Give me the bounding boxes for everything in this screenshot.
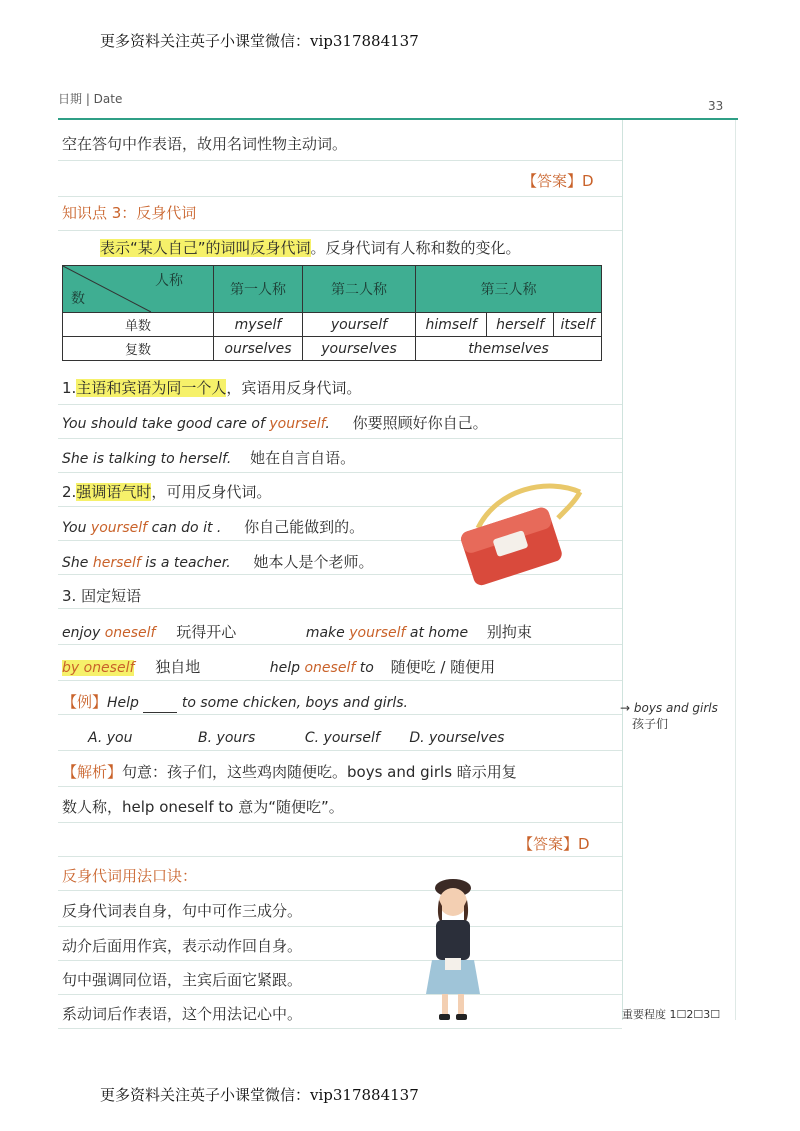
- table-cell: herself: [487, 313, 554, 337]
- phrase-zh: 独自地: [155, 658, 201, 676]
- phrase-row-1: [62, 622, 532, 643]
- table-cell: yourself: [303, 313, 416, 337]
- phrase-keyword: yourself: [349, 625, 406, 641]
- rule-1: [62, 378, 361, 398]
- ruled-line: [58, 680, 622, 681]
- row-label: 单数: [63, 313, 214, 337]
- table-corner: [63, 266, 214, 313]
- example-zh: 你要照顾好你自己。: [352, 414, 488, 432]
- page-number: 33: [708, 99, 724, 113]
- table-cell: myself: [214, 313, 303, 337]
- phrase-en: enjoy: [62, 625, 105, 641]
- option-b: B. yours: [198, 730, 256, 746]
- example-en: can do it .: [147, 520, 222, 536]
- example-zh: 她在自言自语。: [250, 449, 356, 467]
- side-note: [620, 700, 718, 732]
- answer-label: 【答案】D: [518, 835, 590, 853]
- table-cell: himself: [416, 313, 487, 337]
- analysis-line-1: [62, 762, 517, 782]
- phrase-en: at home: [405, 625, 469, 641]
- question-en: Help: [107, 695, 144, 711]
- phrase-en: make: [305, 625, 350, 641]
- example-keyword: herself: [92, 555, 141, 571]
- analysis-line-2: 数人称，help oneself to 意为“随便吃”。: [62, 798, 344, 816]
- watermark-top: 更多资料关注英子小课堂微信：vip317884137: [100, 32, 419, 50]
- knowledge-point-title: 知识点 3：反身代词: [62, 204, 197, 222]
- ruled-line: [58, 438, 622, 439]
- ruled-line: [58, 822, 622, 823]
- rule-highlight: 强调语气时: [76, 483, 152, 501]
- rule-3: 3. 固定短语: [62, 587, 142, 605]
- option-a: A. you: [88, 730, 133, 746]
- phrase-keyword: oneself: [104, 625, 156, 641]
- watermark-bottom: 更多资料关注英子小课堂微信：vip317884137: [100, 1086, 419, 1104]
- header-second-person: 第二人称: [303, 266, 416, 313]
- ruled-line: [58, 472, 622, 473]
- table-cell: itself: [554, 313, 602, 337]
- phrase-en: to: [355, 660, 374, 676]
- rule-rest: ，可用反身代词。: [151, 483, 272, 501]
- ruled-line: [58, 404, 622, 405]
- text-line: 空在答句中作表语，故用名词性物主动词。: [62, 135, 348, 153]
- table-cell: themselves: [416, 337, 602, 361]
- rule-2: [62, 482, 271, 502]
- table-row: [63, 313, 602, 337]
- rule-rest: ，宾语用反身代词。: [226, 379, 362, 397]
- rule-highlight: 主语和宾语为同一个人: [76, 379, 227, 397]
- top-rule: [58, 118, 738, 120]
- ruled-line: [58, 994, 622, 995]
- phrase-en: help: [269, 660, 305, 676]
- option-d: D. yourselves: [409, 730, 505, 746]
- analysis-tag: 【解析】: [62, 763, 123, 781]
- options-row: [88, 727, 504, 748]
- corner-number-label: 数: [71, 291, 85, 307]
- example-keyword: yourself: [90, 520, 148, 536]
- importance-rating: 重要程度 1☐2☐3☐: [622, 1008, 721, 1021]
- date-label: 日期 | Date: [58, 92, 123, 106]
- phrase-keyword: oneself: [304, 660, 356, 676]
- ruled-line: [58, 608, 622, 609]
- row-label: 复数: [63, 337, 214, 361]
- example-1: [62, 413, 488, 434]
- phrase-zh: 随便吃 / 随便用: [390, 658, 496, 676]
- rhyme-title: 反身代词用法口诀：: [62, 867, 198, 885]
- bag-illustration: [458, 478, 588, 588]
- example-en: You should take good care of: [62, 416, 270, 432]
- margin-divider: [622, 120, 623, 1020]
- example-en: She: [62, 555, 93, 571]
- phrase-zh: 玩得开心: [176, 623, 237, 641]
- header-first-person: 第一人称: [214, 266, 303, 313]
- ruled-line: [58, 160, 622, 161]
- ruled-line: [58, 786, 622, 787]
- ruled-line: [58, 196, 622, 197]
- ruled-line: [58, 1028, 622, 1029]
- header-third-person: 第三人称: [416, 266, 602, 313]
- rhyme-line: 句中强调同位语，主宾后面它紧跟。: [62, 971, 303, 989]
- intro-rest: 。反身代词有人称和数的变化。: [310, 239, 521, 257]
- ruled-line: [58, 890, 622, 891]
- example-zh: 你自己能做到的。: [244, 518, 365, 536]
- phrase-zh: 别拘束: [486, 623, 532, 641]
- rhyme-line: 反身代词表自身，句中可作三成分。: [62, 902, 303, 920]
- analysis-text: 句意：孩子们，这些鸡肉随便吃。boys and girls 暗示用复: [122, 763, 517, 781]
- ruled-line: [58, 714, 622, 715]
- pronoun-table: [62, 265, 602, 361]
- ruled-line: [58, 926, 622, 927]
- girl-illustration: [418, 876, 488, 1026]
- rhyme-line: 动介后面用作宾，表示动作回自身。: [62, 937, 303, 955]
- rule-number: 2.: [62, 483, 77, 501]
- table-cell: yourselves: [303, 337, 416, 361]
- phrase-keyword: by oneself: [62, 660, 135, 676]
- answer-label: 【答案】D: [522, 172, 594, 190]
- margin-divider-outer: [735, 120, 736, 1020]
- example-keyword: yourself: [269, 416, 326, 432]
- example-en: is a teacher.: [140, 555, 231, 571]
- example-4: [62, 552, 374, 573]
- side-note-en: → boys and girls: [620, 701, 718, 715]
- side-note-zh: 孩子们: [632, 717, 669, 731]
- example-2: [62, 448, 355, 469]
- example-question: [62, 692, 408, 713]
- example-tag: 【例】: [62, 693, 108, 711]
- table-cell: ourselves: [214, 337, 303, 361]
- example-en: You: [62, 520, 91, 536]
- corner-person-label: 人称: [155, 273, 183, 289]
- rhyme-line: 系动词后作表语，这个用法记心中。: [62, 1005, 303, 1023]
- intro-line: [100, 238, 521, 258]
- ruled-line: [58, 644, 622, 645]
- ruled-line: [58, 230, 622, 231]
- example-en: .: [325, 416, 330, 432]
- rule-number: 1.: [62, 379, 77, 397]
- example-en: She is talking to herself.: [62, 451, 232, 467]
- option-c: C. yourself: [304, 730, 380, 746]
- question-en: to some chicken, boys and girls.: [177, 695, 408, 711]
- ruled-line: [58, 856, 622, 857]
- ruled-line: [58, 960, 622, 961]
- intro-highlight: 表示“某人自己”的词叫反身代词: [100, 239, 311, 257]
- ruled-line: [58, 750, 622, 751]
- example-zh: 她本人是个老师。: [253, 553, 374, 571]
- example-3: [62, 517, 364, 538]
- table-row: [63, 337, 602, 361]
- answer-blank: [143, 698, 177, 713]
- phrase-row-2: [62, 657, 495, 678]
